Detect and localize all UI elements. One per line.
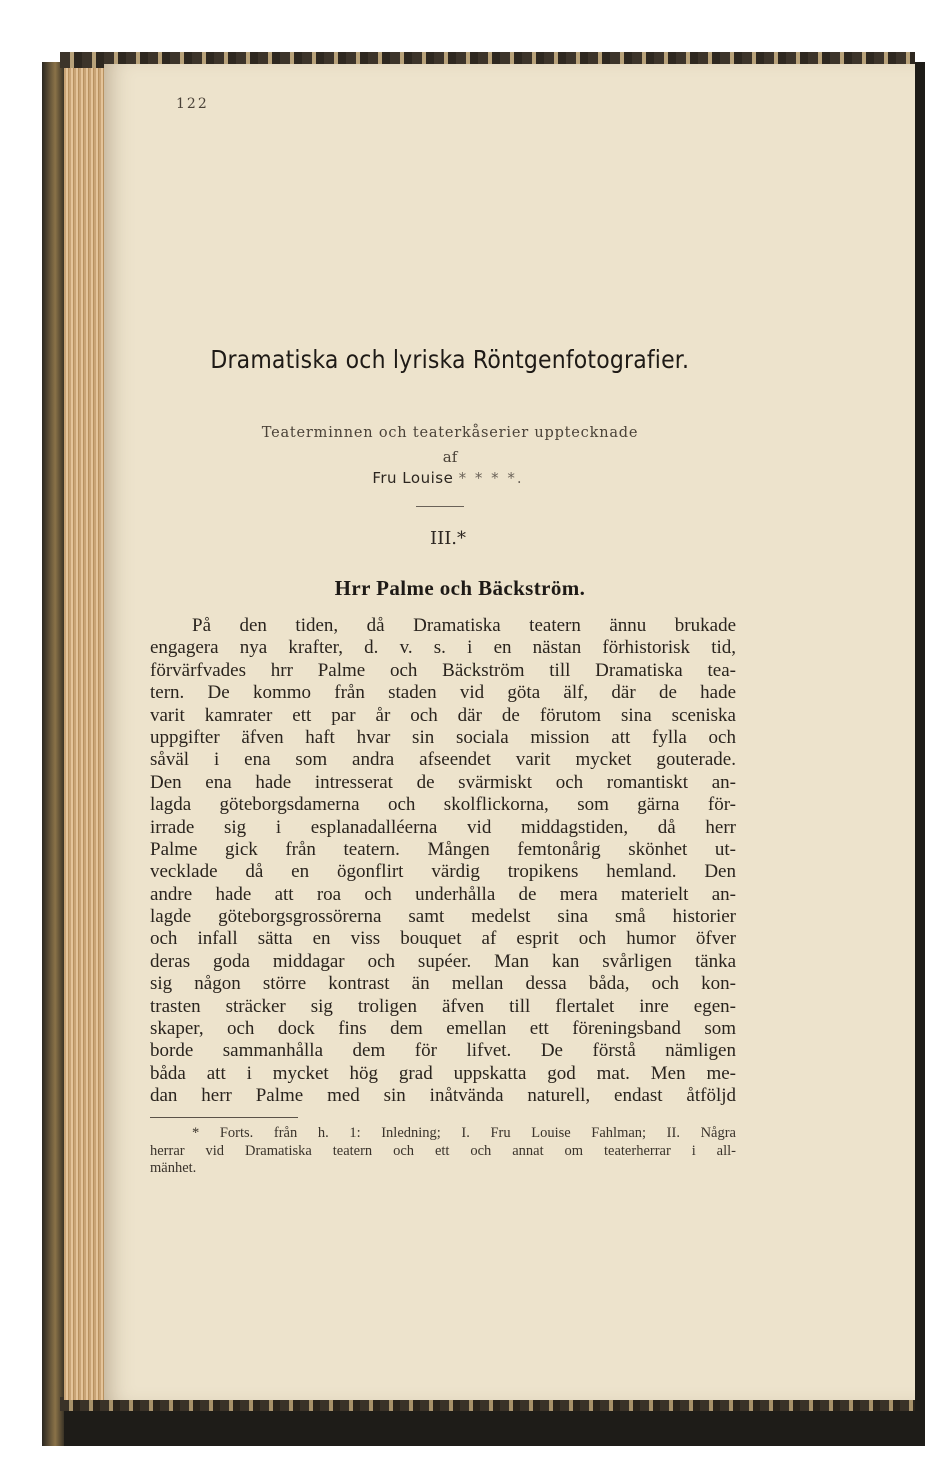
- text-line: båda att i mycket hög grad uppskatta god mat. Men me-: [150, 1062, 736, 1084]
- page-number: 122: [176, 96, 209, 112]
- book-binding: [42, 62, 64, 1446]
- text-line: varit kamrater ett par år och där de förutom sina sceniska: [150, 704, 736, 726]
- text-line: uppgifter äfven haft hvar sin sociala mission att fylla och: [150, 726, 736, 748]
- chapter-heading: Hrr Palme och Bäckström.: [334, 576, 586, 600]
- author-name: Fru Louise: [372, 469, 454, 487]
- side-page-edges: [64, 68, 108, 1400]
- text-line: förvärfvades hrr Palme och Bäckström till Dramatiska tea-: [150, 659, 736, 681]
- footnote-line: mänhet.: [150, 1160, 197, 1176]
- author-line: [0, 469, 896, 487]
- text-line: vecklade då en ögonflirt värdig tropikens hemland. Den: [150, 861, 736, 883]
- text-line: Den ena hade intresserat de svärmiskt och romantiskt an-: [150, 771, 736, 793]
- footnote-line: * Forts. från h. 1: Inledning; I. Fru Louise Fahlman; II. Några: [192, 1125, 736, 1141]
- text-line: engagera nya krafter, d. v. s. i en nästan förhistorisk tid,: [150, 637, 736, 659]
- text-line: deras goda middagar och supéer. Man kan svårligen tänka: [150, 950, 736, 972]
- text-line: sig någon större kontrast än mellan dessa båda, och kon-: [150, 973, 736, 995]
- title-divider: [416, 506, 464, 507]
- page-title: Dramatiska och lyriska Röntgenfotografier.: [210, 345, 690, 374]
- text-line: tern. De kommo från staden vid göta älf, där de hade: [150, 682, 736, 704]
- footnote-line: herrar vid Dramatiska teatern och ett och annat om teaterherrar i all-: [150, 1142, 736, 1159]
- text-line: På den tiden, då Dramatiska teatern ännu brukade: [192, 615, 736, 636]
- text-line: trasten sträcker sig troligen äfven till flertalet inre egen-: [150, 995, 736, 1017]
- text-line: Palme gick från teatern. Mången femtonårig skönhet ut-: [150, 838, 736, 860]
- text-line: skaper, och dock fins dem emellan ett föreningsband som: [150, 1018, 736, 1040]
- chapter-number: III.*: [429, 528, 467, 549]
- footnote: [150, 1125, 736, 1178]
- body-text: [150, 615, 736, 1108]
- text-line: såväl i ena som andra afseendet varit mycket gouterade.: [150, 749, 736, 771]
- byline-af: af: [442, 448, 458, 466]
- text-line: och infall sätta en viss bouquet af esprit och humor öfver: [150, 928, 736, 950]
- text-line: dan herr Palme med sin inåtvända naturell, endast åtföljd: [150, 1085, 736, 1107]
- text-line: andre hade att roa och underhålla de mera materielt an-: [150, 883, 736, 905]
- text-line: lagda göteborgsdamerna och skolflickorna, som gärna för-: [150, 794, 736, 816]
- text-line: irrade sig i esplanadalléerna vid middagstiden, då herr: [150, 816, 736, 838]
- footnote-rule: [150, 1117, 298, 1118]
- text-line: lagde göteborgsgrossörerna samt medelst sina små historier: [150, 906, 736, 928]
- subtitle: Teaterminnen och teaterkåserier upptecknade: [261, 425, 639, 441]
- author-stars: * * * *.: [458, 469, 524, 487]
- text-line: borde sammanhålla dem för lifvet. De förstå nämligen: [150, 1040, 736, 1062]
